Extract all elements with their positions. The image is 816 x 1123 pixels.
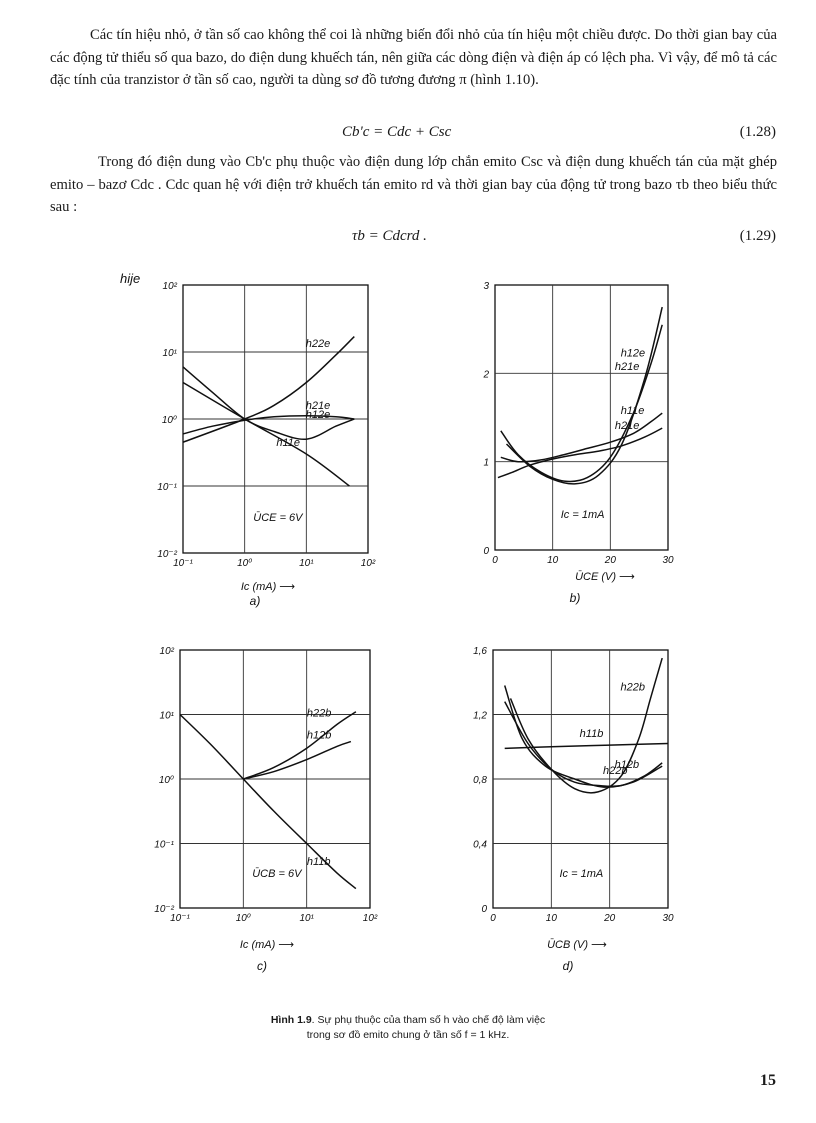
chart-1-y-tick-label: 10⁻² (157, 549, 177, 560)
paragraph-intro: Các tín hiệu nhỏ, ở tần số cao không thể coi là những biến đổi nhỏ của tín hiệu một chiều được. Do thời gian bay của các động tử thiểu số qua bazo, do điện dung khuếch tán, nên giữa các dòng điện và điện áp có lệch pha. Vì vậy, để mô tả các đặc tính của tranzistor ở tần số cao, người ta dùng sơ đồ tương đương π (hình 1.10). (50, 27, 777, 88)
chart-4-series-label: h22b (603, 765, 628, 778)
chart-2-y-tick-label: 3 (483, 281, 489, 292)
chart-1-x-tick-label: 10⁻¹ (173, 558, 193, 569)
chart-2-series-label: h12e (620, 347, 646, 360)
page-number: 15 (760, 1072, 776, 1089)
chart-1-panel-label: a) (249, 594, 261, 608)
chart-2-panel-label: b) (569, 591, 581, 605)
chart-4-y-tick-label: 0,8 (473, 775, 487, 786)
chart-1-x-tick-label: 10¹ (299, 558, 314, 569)
figure-1-9 (0, 260, 816, 1020)
chart-2-y-tick-label: 0 (483, 546, 489, 557)
chart-1-x-axis-label: Ic (mA) ⟶ (240, 581, 296, 593)
chart-4-y-tick-label: 1,2 (473, 710, 487, 722)
chart-2-x-tick-label: 10 (547, 555, 559, 566)
chart-3-x-axis-label: Ic (mA) ⟶ (239, 939, 295, 951)
chart-3-x-tick-label: 10⁰ (235, 913, 251, 924)
chart-4-x-axis-label: ŪCB (V) ⟶ (547, 939, 607, 951)
chart-1-y-tick-label: 10⁰ (161, 415, 177, 426)
figure-caption (0, 1013, 816, 1043)
chart-3-y-tick-label: 10² (159, 646, 174, 657)
chart-2-y-tick-label: 1 (483, 457, 489, 469)
caption-text: . Sự phụ thuộc của tham số h vào chế độ làm việc (311, 1014, 546, 1026)
chart-1-x-tick-label: 10² (360, 558, 376, 569)
equation-1-29-number: (1.29) (739, 228, 776, 244)
equation-1-28-number: (1.28) (739, 124, 776, 140)
equation-1-28: Cb'c = Cdc + Csc (342, 124, 452, 140)
chart-1-y-axis-title: hije (120, 271, 141, 286)
chart-2-series-label: h21e (614, 360, 640, 373)
chart-3-y-tick-label: 10⁻¹ (154, 839, 174, 851)
chart-2-y-tick-label: 2 (483, 369, 489, 381)
chart-1-series-label: h21e (305, 399, 331, 412)
caption-line-2: trong sơ đồ emito chung ở tần số f = 1 kHz. (306, 1029, 510, 1041)
chart-4-series-label: h12b (614, 758, 640, 771)
chart-3-x-tick-label: 10¹ (299, 913, 314, 924)
chart-1-y-tick-label: 10⁻¹ (157, 482, 177, 493)
chart-2-series-label: h11e (620, 404, 645, 417)
caption-label: Hình 1.9 (270, 1014, 312, 1026)
chart-3-annotation: ŪCB = 6V (252, 868, 302, 881)
chart-4-y-tick-label: 1,6 (473, 646, 487, 657)
chart-3-series-label: h22b (306, 707, 332, 720)
chart-4-x-tick-label: 20 (604, 913, 616, 924)
chart-3-x-tick-label: 10⁻¹ (170, 913, 190, 924)
chart-2-x-tick-label: 0 (492, 555, 498, 566)
chart-2-series-h21e-1 (498, 428, 662, 478)
chart-4-panel-label: d) (562, 959, 574, 973)
chart-2-x-tick-label: 20 (604, 555, 616, 566)
chart-2-series-h21e-4 (507, 307, 663, 484)
chart-4-series-label: h11b (579, 728, 604, 741)
chart-1-series-label: h11e (276, 437, 300, 450)
chart-3-y-tick-label: 10¹ (159, 710, 174, 722)
chart-3-panel-label: c) (257, 959, 267, 973)
chart-1-y-tick-label: 10¹ (162, 348, 177, 359)
chart-1-series-label: h12e (305, 409, 331, 422)
chart-4-x-tick-label: 10 (545, 913, 557, 924)
chart-3-y-tick-label: 10⁰ (158, 775, 174, 786)
chart-4-annotation: Ic = 1mA (559, 868, 604, 881)
chart-1-series-label: h22e (305, 338, 331, 351)
chart-3-x-tick-label: 10² (362, 913, 378, 924)
chart-3-series-label: h11b (306, 855, 331, 868)
equation-1-29: τb = Cdcrd . (352, 228, 427, 244)
chart-2-series-label: h21e (614, 419, 640, 432)
chart-4-x-tick-label: 30 (662, 913, 674, 924)
chart-4-x-tick-label: 0 (490, 913, 496, 924)
chart-2-x-tick-label: 30 (662, 555, 674, 566)
paragraph-capacitance: Trong đó điện dung vào Cb'c phụ thuộc vào điện dung lớp chắn emito Csc và điện dung khuếch tán của mặt ghép emito – bazơ Cdc . Cdc quan hệ với điện trở khuếch tán emito rd và thời gian bay của động tử trong bazo τb theo biểu thức sau : (50, 154, 777, 215)
chart-2-x-axis-label: ŪCE (V) ⟶ (575, 571, 635, 583)
chart-4-y-tick-label: 0 (481, 904, 487, 915)
chart-3-y-tick-label: 10⁻² (154, 904, 174, 915)
chart-2-annotation: Ic = 1mA (560, 509, 605, 522)
chart-1-y-tick-label: 10² (162, 281, 177, 292)
chart-1-annotation: ŪCE = 6V (253, 511, 303, 524)
chart-1-series-h11e-3 (183, 383, 349, 487)
chart-4-series-h22b-1 (511, 658, 663, 793)
chart-4-series-label: h22b (620, 681, 645, 694)
chart-3-series-label: h12b (306, 729, 332, 742)
chart-4-y-tick-label: 0,4 (473, 839, 487, 851)
chart-1-x-tick-label: 10⁰ (237, 558, 253, 569)
